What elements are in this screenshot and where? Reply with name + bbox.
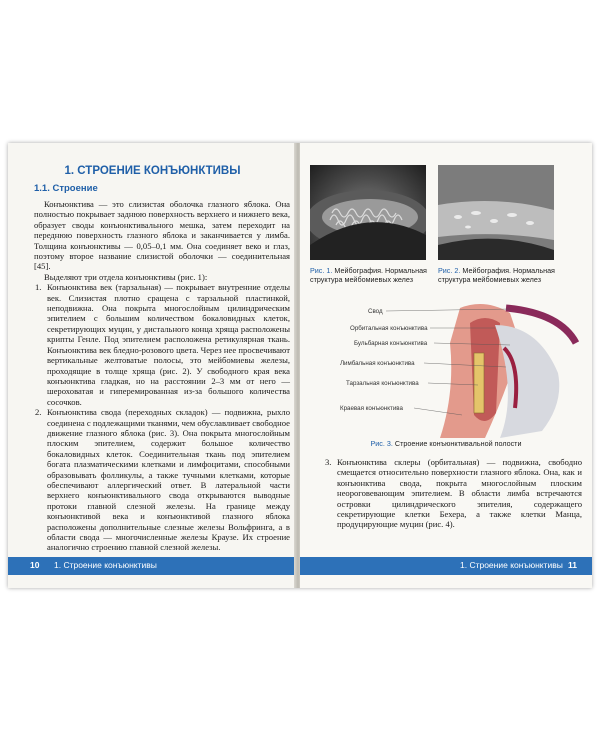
list-item-number: 2. xyxy=(35,407,42,418)
left-footer xyxy=(8,557,297,575)
label-fornix: Свод xyxy=(368,308,383,315)
page-number: 10 xyxy=(30,560,40,570)
list-item-text: Конъюнктива склеры (орбитальная) — подвижна, свободно смещается относительно поверхности глазного яблока. Она, как и конъюнктива свода, покрыта многослойным плоским неороговевающим эпителием. В области лимба встречаются островки цилиндрического эпителия, содержащего секретирующие клетки Бехера, а также клетки Манца, продуцирующие муцин (рис. 4). xyxy=(337,457,582,530)
list-item-number: 1. xyxy=(35,282,42,293)
list-item xyxy=(34,282,290,407)
fig1-caption-text: Мейбография. Нормальная структура мейбомиевых желез xyxy=(310,266,427,284)
running-title: 1. Строение конъюнктивы xyxy=(460,560,563,570)
fig3-caption xyxy=(300,439,592,448)
fig2-caption-text: Мейбография. Нормальная структура мейбомиевых желез xyxy=(438,266,555,284)
fig2-caption xyxy=(438,266,562,284)
section-title: 1.1. Строение xyxy=(34,183,98,194)
fig3-label: Рис. 3. xyxy=(370,439,393,448)
parts-list-continued xyxy=(324,457,582,530)
list-item-number: 3. xyxy=(325,457,332,467)
list-item xyxy=(34,407,290,553)
paragraph-parts-intro: Выделяют три отдела конъюнктивы (рис. 1): xyxy=(44,271,208,282)
meibography-photo-2 xyxy=(438,165,554,260)
label-orbital: Орбитальная конъюнктива xyxy=(350,325,428,332)
chapter-title: 1. СТРОЕНИЕ КОНЪЮНКТИВЫ xyxy=(64,165,241,177)
book-spread xyxy=(8,143,592,588)
left-body-text xyxy=(34,199,290,553)
conjunctiva-diagram xyxy=(310,303,582,441)
right-footer xyxy=(300,557,592,575)
label-limbal: Лимбальная конъюнктива xyxy=(340,360,415,367)
paragraph-definition: Конъюнктива — это слизистая оболочка глазного яблока. Она полностью покрывает заднюю поверхность верхнего и нижнего века, образует своды конъюнктивального мешка, затем переходит на переднюю поверхность глазного яблока и заканчивается у лимба. Толщина конъюнктивы — 0,05–0,1 мм. Она соединяет веко и глаз, поэтому второе название слизистой оболочки — соединительная [45]. xyxy=(34,199,290,272)
label-tarsal: Тарзальная конъюнктива xyxy=(346,380,419,387)
right-page xyxy=(300,143,592,588)
tarsal-plate xyxy=(474,353,484,413)
list-item xyxy=(324,457,582,530)
page-number: 11 xyxy=(568,560,577,570)
list-item-text: Конъюнктива век (тарзальная) — покрывает внутренние отделы век. Слизистая плотно сращена с тарзальной пластинкой, неподвижна. Она покрыта многослойным цилиндрическим эпителием с большим количеством бокаловидных клеток, секретирующих муцин, у дистального конца хряща расположены крипты Генле. Под эпителием расположена ретикулярная ткань. Конъюнктива век бледно-розового цвета. Через нее просвечивают вертикальные желтоватые полосы, это мейбомиевы железы, проходящие в толще хряща (рис. 2). У свободного края века конъюнктива гладкая, но на расстоянии 2–3 мм от него — шероховатая и гиперемированная из-за большого количества сосочков. xyxy=(47,282,290,407)
label-marginal: Краевая конъюнктива xyxy=(340,405,403,412)
label-bulbar: Бульбарная конъюнктива xyxy=(354,340,428,347)
parts-list xyxy=(34,282,290,553)
left-page xyxy=(8,143,297,588)
list-item-text: Конъюнктива свода (переходных складок) — подвижна, рыхло соединена с подлежащими тканями, чем обуславливает свободное движение глазного яблока (рис. 3). Она покрыта многослойным плоским эпителием, содержит большое количество бокаловидных клеток. Соединительная ткань под эпителием богата плазматическими клетками и лимфоцитами, способными образовывать фолликулы, а также тучными клетками, которые обеспечивают аллергический ответ. В латеральной части верхнего конъюнктивального свода открываются выводные протоки главной слезной железы. На границе между конъюнктивой века и конъюнктивой глазного яблока расположены дополнительные слезные железы Вольфринга, а в области свода — многочисленные железы Краузе. Их строение аналогично строению главной слезной железы. xyxy=(47,407,290,553)
running-title: 1. Строение конъюнктивы xyxy=(54,560,157,570)
meibography-photo-1 xyxy=(310,165,426,260)
fig1-label: Рис. 1. xyxy=(310,266,333,275)
right-body-text xyxy=(324,457,582,530)
fig2-label: Рис. 2. xyxy=(438,266,461,275)
fig3-caption-text: Строение конъюнктивальной полости xyxy=(394,439,522,448)
fig1-caption xyxy=(310,266,434,284)
